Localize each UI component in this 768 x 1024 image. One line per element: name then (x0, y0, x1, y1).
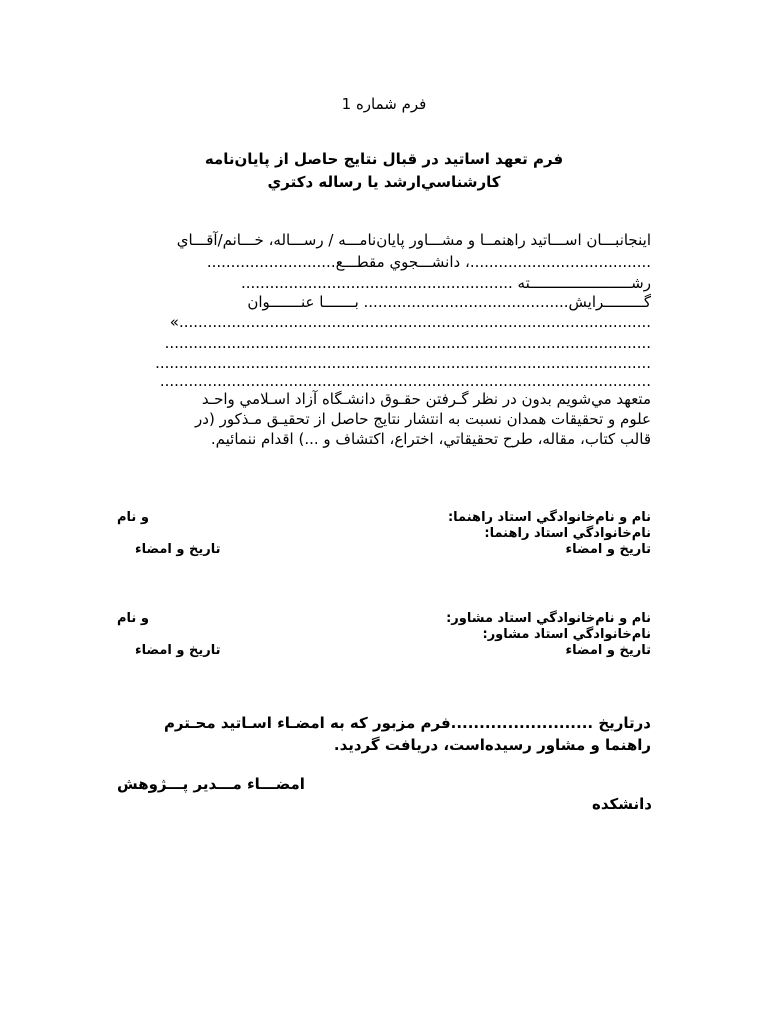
body-line-6: ...................................................................................................... (164, 334, 651, 352)
consultant-date-sign-right: تاريخ و امضاء (565, 643, 651, 658)
consultant-name-left: و نام (117, 611, 149, 626)
form-number: فرم شماره 1 (341, 95, 427, 113)
body-line-5: «................................................................................................... (169, 313, 651, 331)
receipt-line-2: راهنما و مشاور رسيده‌است، دريافت گرديد. (333, 736, 651, 754)
consultant-date-sign-left: تاريخ و امضاء (135, 643, 221, 658)
body-line-2: ......................................، دانشـــجوي مقطـــع........................... (206, 253, 651, 271)
title-line-1: فرم تعهد اساتيد در قبال نتايج حاصل از پايان‌نامه (204, 150, 564, 168)
title-line-2: كارشناسي‌ارشد يا رساله دكتري (267, 173, 501, 191)
body-line-3: رشـــــــــــــــــــــــته ......................................................... (240, 274, 651, 292)
body-line-10: علوم و تحقيقات همدان نسبت به انتشار نتايج حاصل از تحقيـق مـذكور (در (195, 410, 651, 428)
body-line-1: اينجانبـــان اســـاتيد راهنمــا و مشـــاور پايان‌نامـــه / رســـاله، خـــانم/آقـــاي (176, 231, 651, 249)
body-line-11: قالب كتاب، مقاله، طرح تحقيقاتي، اختراع، اكتشاف و ...) اقدام ننمائيم. (210, 430, 651, 448)
body-line-9: متعهد مي‌شويم بدون در نظر گـرفتن حقـوق دانشـگاه آزاد اسـلامي واحـد (201, 390, 651, 408)
advisor-name-label: نام و نام‌خانوادگي استاد راهنما: (447, 510, 651, 525)
advisor-date-sign-right: تاريخ و امضاء (565, 542, 651, 557)
body-line-7: ........................................................................................................ (155, 354, 651, 372)
faculty-label: دانشكده (592, 795, 652, 813)
consultant-family-label: نام‌خانوادگي استاد مشاور: (482, 627, 651, 642)
advisor-family-label: نام‌خانوادگي استاد راهنما: (484, 526, 651, 541)
body-line-4: گـــــــــرايش........................................... بـــــــا عنـــــــوان (247, 293, 651, 311)
advisor-name-left: و نام (117, 510, 149, 525)
advisor-date-sign-left: تاريخ و امضاء (135, 542, 221, 557)
research-manager-signature: امضـــاء مـــدير پـــژوهش (117, 775, 305, 793)
body-line-8: ....................................................................................................... (159, 372, 651, 390)
consultant-name-label: نام و نام‌خانوادگي استاد مشاور: (446, 611, 651, 626)
receipt-line-1: درتاريخ .........................فرم مزبور كه به امضـاء اسـاتيد محـترم (163, 714, 651, 732)
